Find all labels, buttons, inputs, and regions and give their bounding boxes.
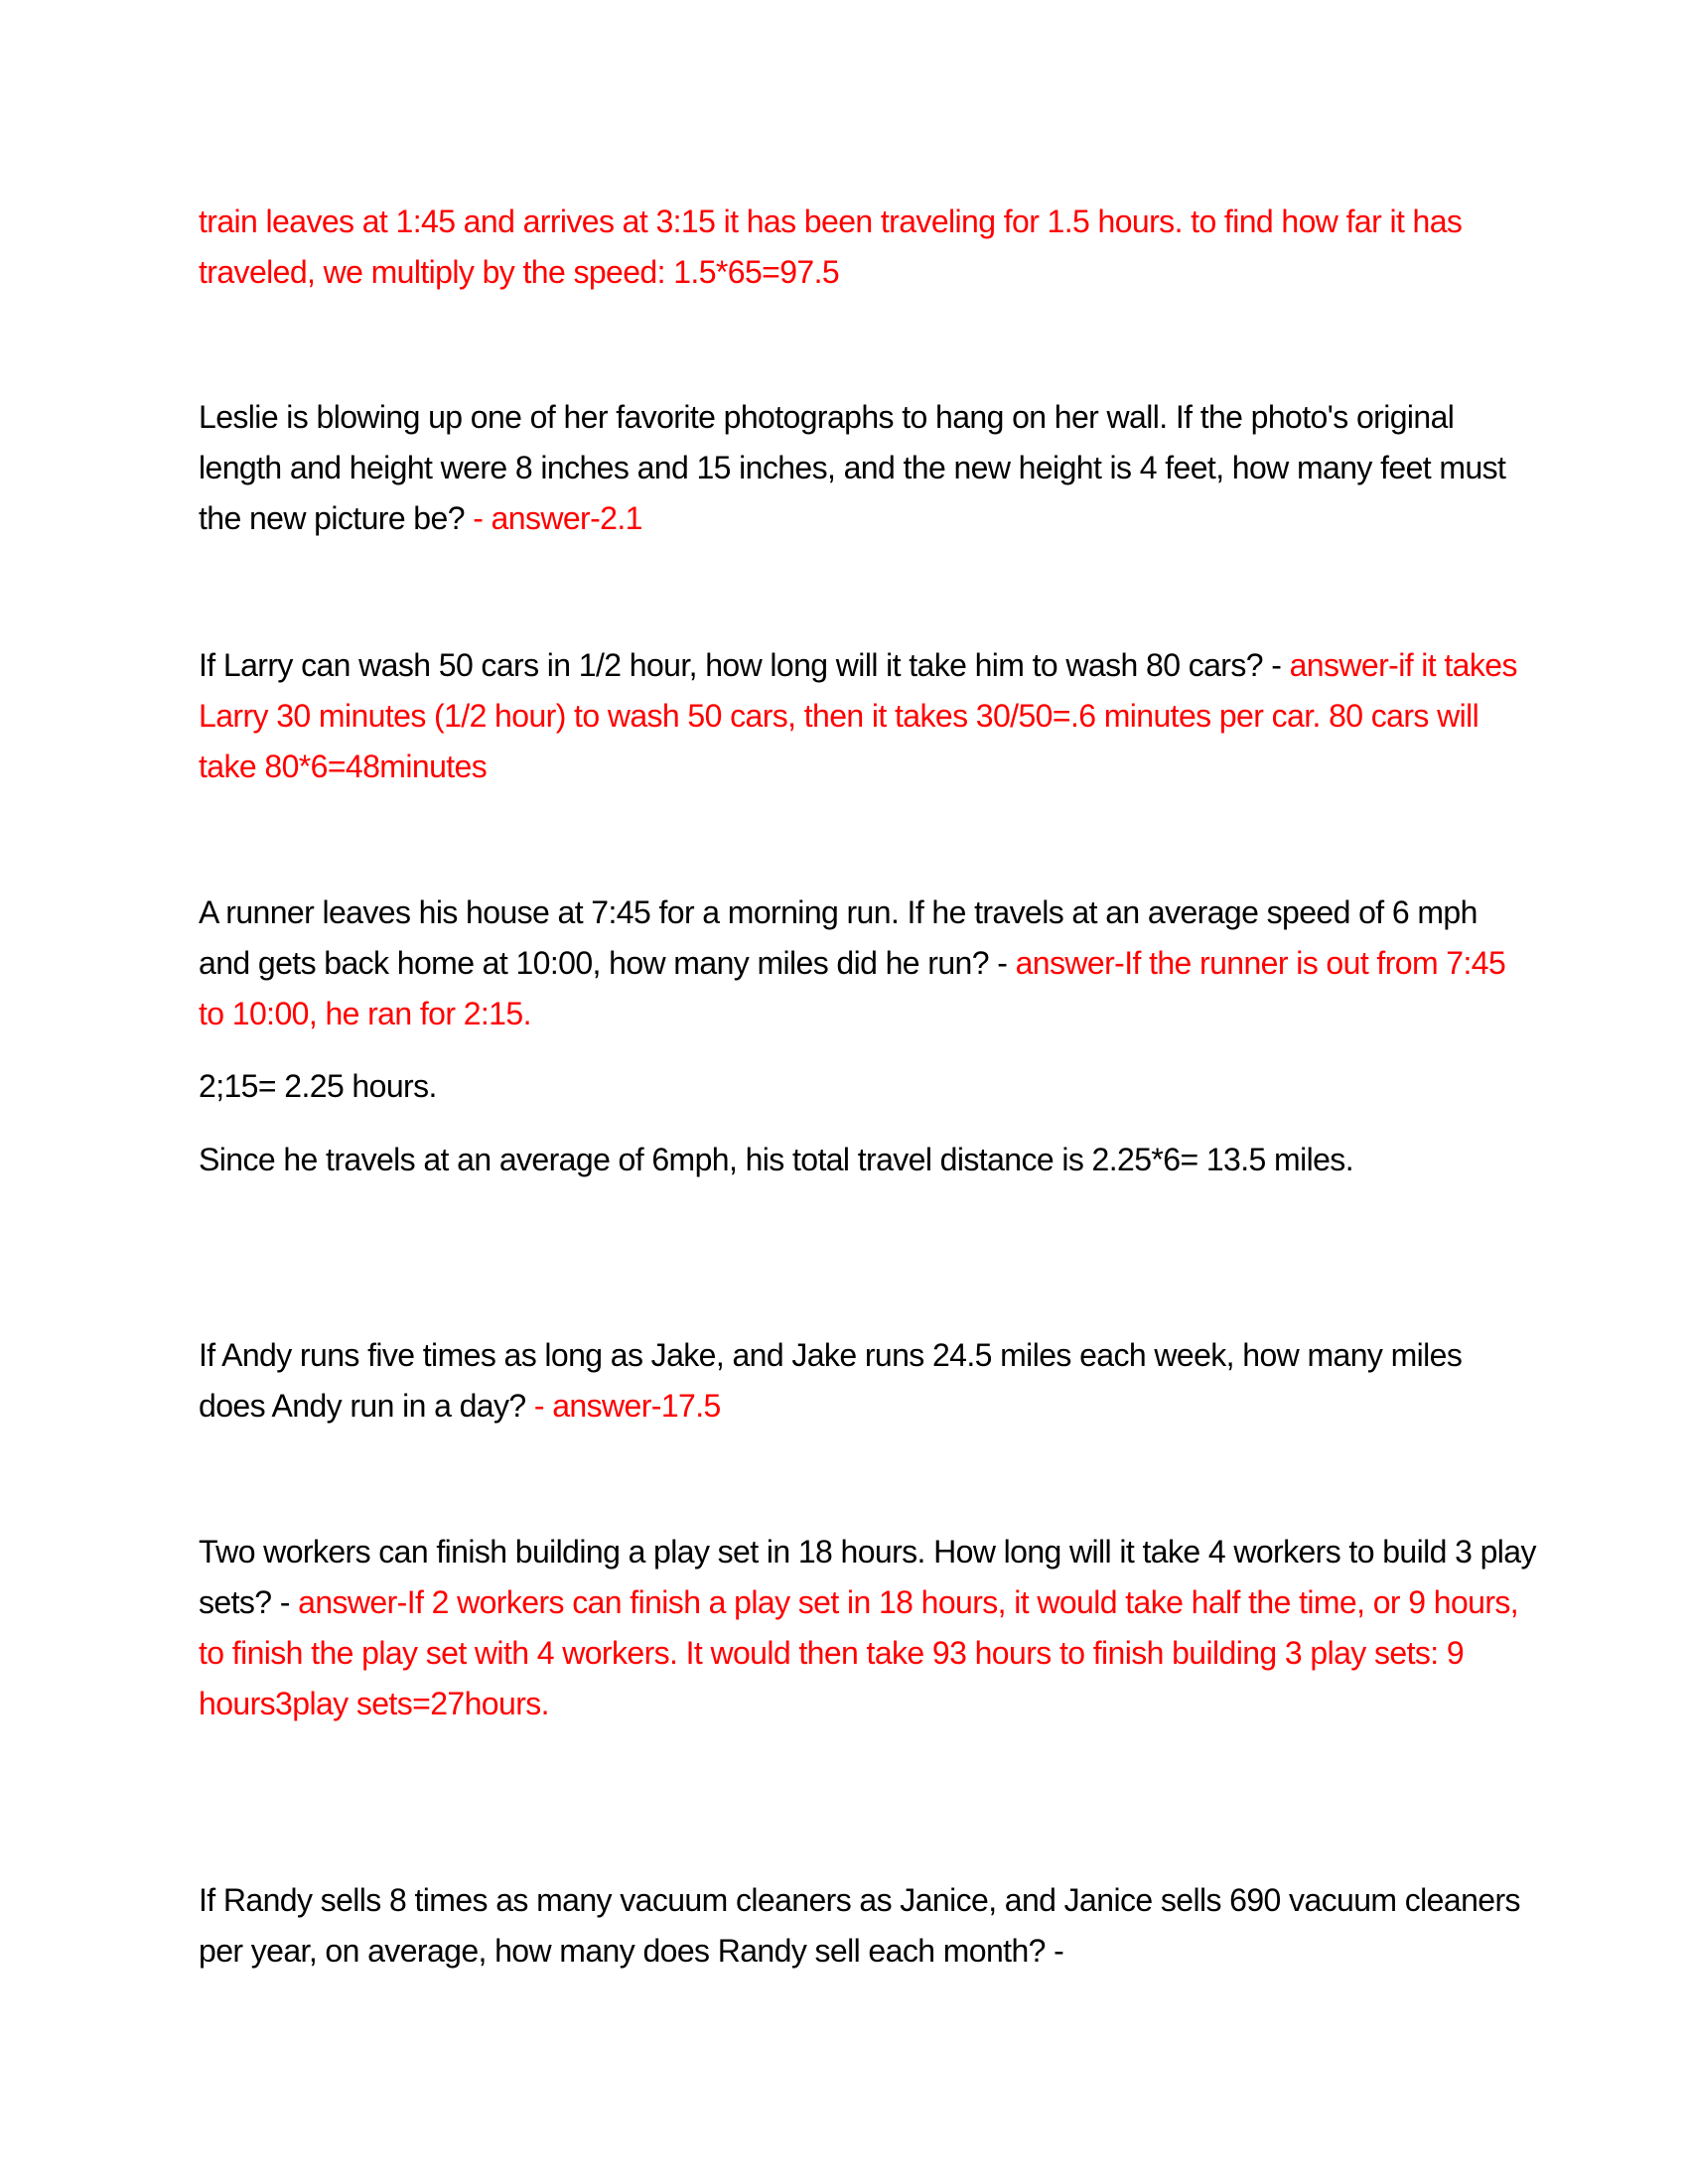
answer-text: - answer-2.1 — [473, 500, 642, 536]
paragraph-leslie — [199, 392, 1529, 544]
paragraph-workers — [199, 1527, 1549, 1729]
paragraph-runner-hours — [199, 1061, 1529, 1112]
question-text: Two workers can finish building a play set in 18 hours. How long will it take 4 workers to build 3 play sets? - — [199, 1534, 1536, 1620]
question-text: If Andy runs five times as long as Jake, and Jake runs 24.5 miles each week, how many miles does Andy run in a day? — [199, 1337, 1463, 1424]
question-text: A runner leaves his house at 7:45 for a morning run. If he travels at an average speed of 6 mph and gets back home at 10:00, how many miles did he run? - — [199, 894, 1477, 981]
paragraph-andy — [199, 1330, 1529, 1432]
paragraph-larry — [199, 640, 1529, 792]
paragraph-train-answer — [199, 197, 1529, 298]
question-text: Leslie is blowing up one of her favorite photographs to hang on her wall. If the photo's original length and height were 8 inches and 15 inches, and the new height is 4 feet, how many feet must the new picture be? — [199, 399, 1506, 536]
answer-text: answer-If the runner is out from 7:45 to 10:00, he ran for 2:15. — [199, 945, 1506, 1031]
paragraph-randy — [199, 1875, 1529, 1977]
answer-text: - answer-17.5 — [533, 1388, 721, 1424]
question-text: If Larry can wash 50 cars in 1/2 hour, how long will it take him to wash 80 cars? - — [199, 647, 1290, 683]
continuation-text: Since he travels at an average of 6mph, his total travel distance is 2.25*6= 13.5 miles. — [199, 1142, 1353, 1177]
continuation-text: 2;15= 2.25 hours. — [199, 1068, 437, 1104]
answer-text: train leaves at 1:45 and arrives at 3:15 it has been traveling for 1.5 hours. to find how far it has traveled, we multiply by the speed: 1.5*65=97.5 — [199, 204, 1463, 290]
paragraph-runner-distance — [199, 1135, 1529, 1185]
answer-text: answer-if it takes Larry 30 minutes (1/2 hour) to wash 50 cars, then it takes 30/50=.6 minutes per car. 80 cars will take 80*6=48minutes — [199, 647, 1517, 784]
paragraph-runner — [199, 887, 1529, 1039]
question-text: If Randy sells 8 times as many vacuum cleaners as Janice, and Janice sells 690 vacuum cleaners per year, on average, how many does Randy sell each month? - — [199, 1882, 1520, 1969]
answer-text: answer-If 2 workers can finish a play set in 18 hours, it would take half the time, or 9 hours, to finish the play set with 4 workers. It would then take 93 hours to finish building 3 play sets: 9 hours3play sets=27hours. — [199, 1584, 1519, 1721]
